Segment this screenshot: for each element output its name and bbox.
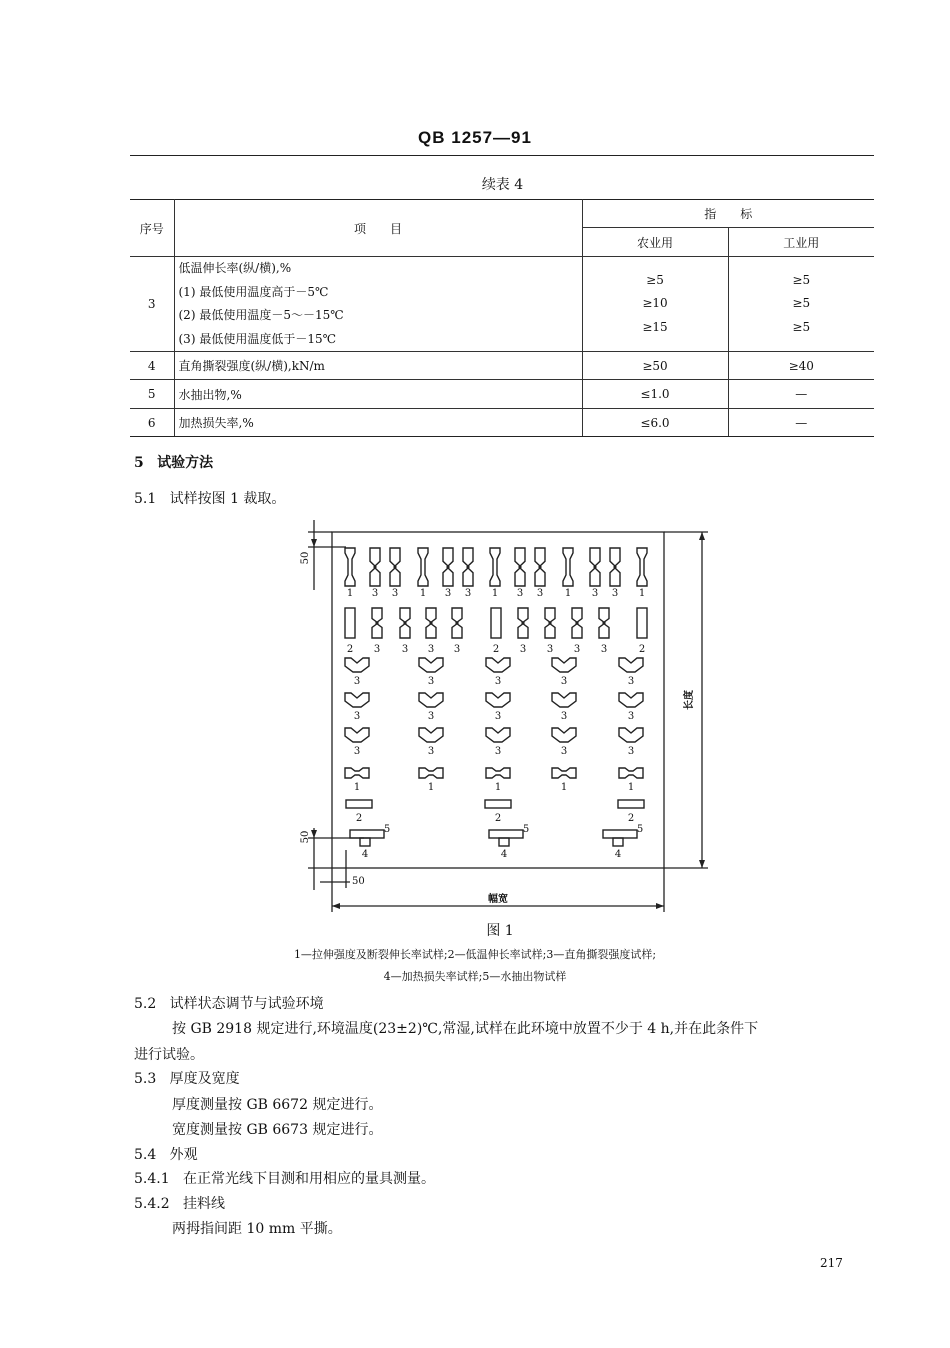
tear-specimen [390,548,400,586]
specimen-label: 3 [536,588,544,599]
value-line: ≥10 [642,296,668,311]
specimen-label: 3 [494,746,502,757]
specimen-label: 2 [346,644,354,655]
specimen-label: 5 [636,824,644,835]
specimen-label: 2 [494,813,502,824]
specimen-label: 4 [500,849,508,860]
item-line: (1) 最低使用温度高于－5℃ [178,284,329,299]
water-extract-specimen [350,830,384,838]
tear-specimen [599,608,609,638]
clause-number: 5.4.2 [134,1196,170,1212]
row-no: 3 [130,257,174,352]
specimen-label: 3 [494,676,502,687]
clause-title: 试样状态调节与试验环境 [169,996,324,1012]
specimen-label: 3 [519,644,527,655]
row-item: 直角撕裂强度(纵/横),kN/m [174,352,582,380]
row-items [174,257,582,352]
specimen-label: 2 [492,644,500,655]
row-ind: ≥40 [728,352,874,380]
row-item: 水抽出物,% [174,380,582,409]
low-temp-specimen [346,800,372,808]
specimen-label: 3 [494,711,502,722]
value-line: ≥5 [792,319,811,334]
section-number: 5 [134,455,144,471]
specimen-label: 3 [546,644,554,655]
clause-5-3 [134,1067,240,1091]
length-label: 长度 [684,690,695,710]
tear-specimen [619,658,643,672]
tear-specimen [572,608,582,638]
row-no: 4 [130,352,174,380]
table-row [130,257,874,352]
tear-specimen [419,693,443,707]
tear-specimen [426,608,436,638]
figure-caption: 图 1 [486,923,514,939]
clause-5-1 [134,488,285,508]
item-line: (3) 最低使用温度低于－15℃ [178,331,337,346]
specimen-label: 3 [611,588,619,599]
specimen-label: 1 [419,588,427,599]
col-header-no: 序号 [130,200,174,257]
low-temp-specimen [618,800,644,808]
tear-specimen [345,693,369,707]
section-title: 试验方法 [157,455,214,471]
clause-5-4-2 [134,1192,225,1216]
clause-5-4-2-text: 两拇指间距 10 mm 平撕。 [172,1221,342,1237]
clause-5-4-1 [134,1167,435,1191]
specimen-label: 3 [391,588,399,599]
figure-legend-line2: 4—加热损失率试样;5—水抽出物试样 [383,970,567,983]
clause-title: 外观 [169,1147,198,1163]
specimen-label: 3 [560,711,568,722]
tensile-specimen [563,548,573,586]
table-caption: 续表 4 [481,177,524,193]
tear-specimen [515,548,525,586]
dim-top-label: 50 [300,551,311,565]
page-number: 217 [820,1256,843,1270]
tear-specimen [486,693,510,707]
col-header-ind: 工业用 [728,228,874,257]
dim-bottom-label: 50 [300,830,311,844]
specimen-label: 3 [371,588,379,599]
specimen-label: 2 [638,644,646,655]
specimen-label: 3 [453,644,461,655]
specimen-label: 2 [627,813,635,824]
heat-loss-specimen [499,838,509,846]
clause-number: 5.4.1 [134,1171,170,1187]
specimen-label: 1 [427,782,435,793]
cutting-layout-diagram [290,510,730,920]
tear-specimen [443,548,453,586]
tensile-specimen [619,768,643,778]
clause-number: 5.1 [134,491,157,507]
low-temp-specimen [491,608,501,638]
water-extract-specimen [603,830,637,838]
row-agri: ≤1.0 [582,380,728,409]
specimen-label: 3 [353,711,361,722]
figure-legend-line1: 1—拉伸强度及断裂伸长率试样;2—低温伸长率试样;3—直角撕裂强度试样; [293,948,657,961]
tear-specimen [535,548,545,586]
tear-specimen [419,658,443,672]
tensile-specimen [490,548,500,586]
specimen-label: 3 [560,746,568,757]
specimen-label: 3 [353,676,361,687]
row-ind: — [728,380,874,409]
specimen-label: 2 [355,813,363,824]
table-row [130,380,874,409]
value-line: ≥5 [792,296,811,311]
specimen-label: 3 [444,588,452,599]
tear-specimen [372,608,382,638]
specimen-label: 3 [353,746,361,757]
specimen-label: 1 [346,588,354,599]
specimen-label: 3 [427,711,435,722]
tear-specimen [552,693,576,707]
clause-5-2-text: 按 GB 2918 规定进行,环境温度(23±2)℃,常湿,试样在此环境中放置不少于 4 h,并在此条件下 [172,1021,759,1037]
item-line: (2) 最低使用温度－5～－15℃ [178,308,344,322]
specimen-label: 1 [560,782,568,793]
col-header-indicator: 指 标 [582,200,874,228]
specimen-label: 3 [627,746,635,757]
heat-loss-specimen [613,838,623,846]
row-agri: ≥50 [582,352,728,380]
clause-5-4 [134,1143,198,1167]
tear-specimen [486,728,510,742]
tear-specimen [345,658,369,672]
table-row [130,409,874,437]
specimen-label: 3 [427,746,435,757]
specimen-label: 5 [522,824,530,835]
figure-1 [290,510,730,920]
tear-specimen [619,693,643,707]
clause-number: 5.2 [134,996,157,1012]
specimen-label: 3 [427,644,435,655]
tear-specimen [345,728,369,742]
tear-specimen [552,658,576,672]
tear-specimen [452,608,462,638]
specimen-label: 3 [373,644,381,655]
specimen-label: 3 [560,676,568,687]
dim-left-label: 50 [352,876,365,887]
tensile-specimen [486,768,510,778]
specimen-label: 1 [353,782,361,793]
clause-number: 5.3 [134,1071,157,1087]
tear-specimen [486,658,510,672]
header-rule [130,155,874,156]
clause-5-2-text-cont: 进行试验。 [134,1047,204,1063]
item-line: 低温伸长率(纵/横),% [178,261,292,275]
tear-specimen [552,728,576,742]
tear-specimen [400,608,410,638]
specimen-label: 1 [491,588,499,599]
specimen-label: 3 [627,676,635,687]
tensile-specimen [552,768,576,778]
tear-specimen [590,548,600,586]
specimen-label: 3 [464,588,472,599]
clause-5-2 [134,992,324,1016]
tear-specimen [419,728,443,742]
specimen-label: 3 [600,644,608,655]
tear-specimen [619,728,643,742]
table-row [130,352,874,380]
clause-text: 在正常光线下目测和用相应的量具测量。 [182,1171,435,1187]
specimen-label: 1 [494,782,502,793]
row-ind: — [728,409,874,437]
specimen-label: 3 [591,588,599,599]
row-no: 6 [130,409,174,437]
specimen-label: 1 [638,588,646,599]
specimen-label: 4 [361,849,369,860]
document-code: QB 1257—91 [418,128,532,147]
heat-loss-specimen [360,838,370,846]
section-5-heading [134,452,213,472]
spec-table [130,199,874,437]
clause-title: 挂料线 [182,1196,225,1212]
width-label: 幅宽 [488,894,508,905]
value-line: ≥5 [646,272,664,287]
row-ind [728,257,874,352]
low-temp-specimen [485,800,511,808]
water-extract-specimen [489,830,523,838]
value-line: ≥15 [642,319,668,334]
row-item: 加热损失率,% [174,409,582,437]
tensile-specimen [419,768,443,778]
specimen-label: 5 [383,824,391,835]
clause-text: 试样按图 1 裁取。 [169,491,286,507]
row-agri: ≤6.0 [582,409,728,437]
specimen-label: 3 [627,711,635,722]
specimen-label: 4 [614,849,622,860]
specimen-label: 3 [516,588,524,599]
clause-5-3-text1: 厚度测量按 GB 6672 规定进行。 [172,1097,383,1113]
clause-5-3-text2: 宽度测量按 GB 6673 规定进行。 [172,1122,383,1138]
tear-specimen [463,548,473,586]
col-header-agri: 农业用 [582,228,728,257]
tensile-specimen [345,548,355,586]
row-agri [582,257,728,352]
clause-title: 厚度及宽度 [169,1071,240,1087]
col-header-item: 项 目 [174,200,582,257]
tensile-specimen [637,548,647,586]
specimen-label: 3 [401,644,409,655]
specimen-label: 1 [564,588,572,599]
tear-specimen [545,608,555,638]
clause-number: 5.4 [134,1147,157,1163]
low-temp-specimen [345,608,355,638]
specimen-label: 3 [573,644,581,655]
row-no: 5 [130,380,174,409]
tear-specimen [518,608,528,638]
tensile-specimen [418,548,428,586]
tear-specimen [610,548,620,586]
low-temp-specimen [637,608,647,638]
value-line: ≥5 [792,272,811,287]
specimen-label: 3 [427,676,435,687]
tear-specimen [370,548,380,586]
specimen-label: 1 [627,782,635,793]
tensile-specimen [345,768,369,778]
